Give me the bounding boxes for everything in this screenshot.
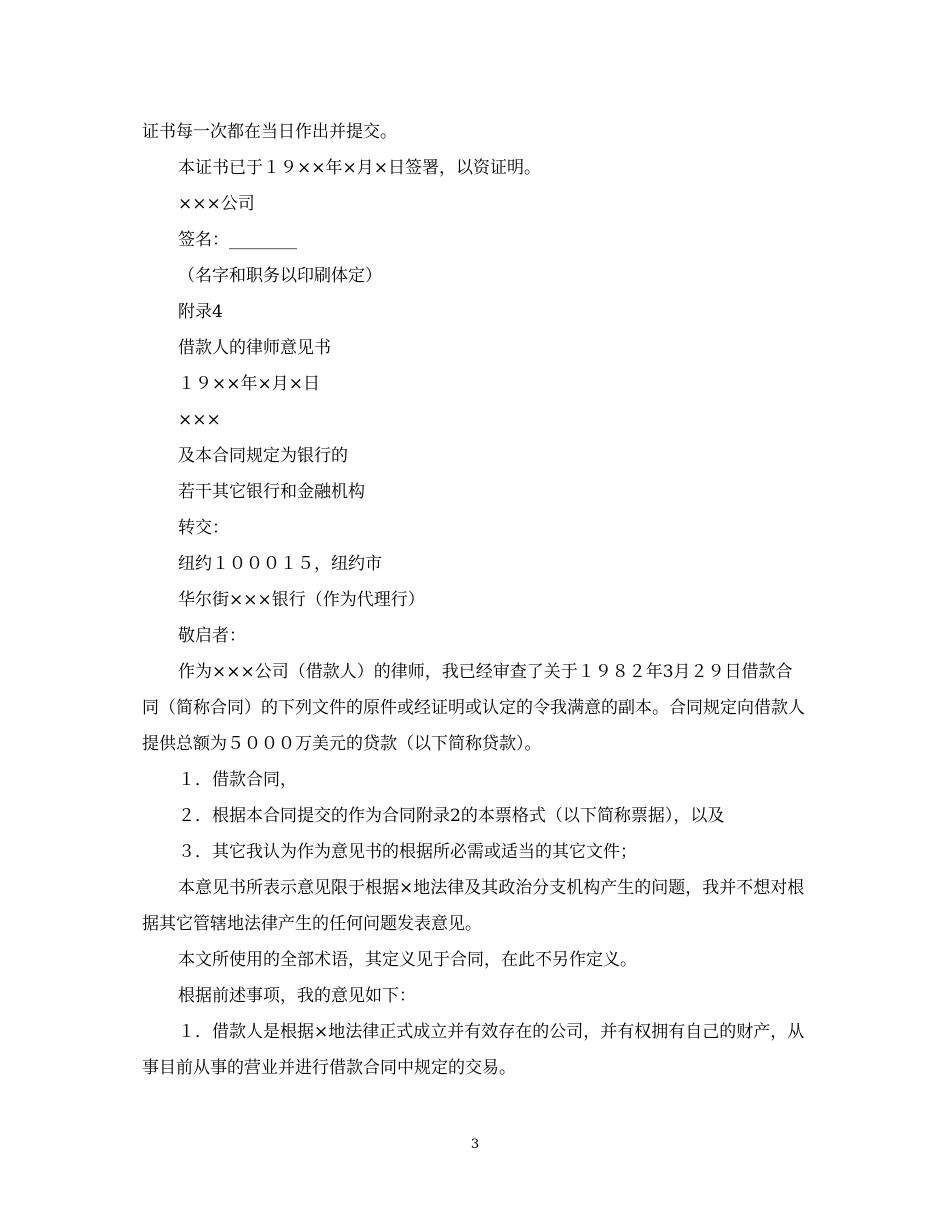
paragraph-certificate-submission: 证书每一次都在当日作出并提交。 (142, 122, 397, 142)
opinion-item-1: １．借款人是根据×地法律正式成立并有效存在的公司，并有权拥有自己的财产，从事目前从事的营业并进行借款合同中规定的交易。 (142, 1022, 805, 1078)
list-item-loan-contract: １．借款合同， (178, 770, 297, 790)
paragraph-opinions-intro: 根据前述事项，我的意见如下： (178, 986, 416, 1006)
list-item-promissory-note: ２．根据本合同提交的作为合同附录2的本票格式（以下简称票据），以及 (178, 806, 725, 826)
recipient-banks: 及本合同规定为银行的 (178, 446, 348, 466)
opinion-date: １９××年×月×日 (178, 374, 320, 394)
opinion-title: 借款人的律师意见书 (178, 338, 331, 358)
paragraph-company-name: ×××公司 (178, 194, 255, 214)
salutation: 敬启者： (178, 626, 246, 646)
paragraph-opinion-scope: 本意见书所表示意见限于根据×地法律及其政治分支机构产生的问题，我并不想对根据其它管辖地法律产生的任何问题发表意见。 (142, 878, 805, 934)
transfer-label: 转交： (178, 518, 229, 538)
recipient-institutions: 若干其它银行和金融机构 (178, 482, 365, 502)
appendix-heading: 附录4 (178, 302, 223, 322)
paragraph-review-documents: 作为×××公司（借款人）的律师，我已经审查了关于１９８２年3月２９日借款合同（简称合同）的下列文件的原件或经证明或认定的令我满意的副本。合同规定向借款人提供总额为５０００万美元的贷款（以下简称贷款）。 (142, 662, 805, 754)
paragraph-signature-line: 签名：________ (178, 230, 297, 250)
list-item-other-documents: ３．其它我认为作为意见书的根据所必需或适当的其它文件； (178, 842, 637, 862)
recipient-name: ××× (178, 410, 221, 430)
document-body (142, 114, 808, 1086)
address-agent-bank: 华尔街×××银行（作为代理行） (178, 590, 425, 610)
address-city: 纽约１０００１５，纽约市 (178, 554, 382, 574)
paragraph-signed-date: 本证书已于１９××年×月×日签署，以资证明。 (178, 158, 541, 178)
page-number: 3 (470, 1137, 480, 1152)
paragraph-terms-definition: 本文所使用的全部术语，其定义见于合同，在此不另作定义。 (178, 950, 637, 970)
paragraph-name-title-note: （名字和职务以印刷体定） (178, 266, 382, 286)
